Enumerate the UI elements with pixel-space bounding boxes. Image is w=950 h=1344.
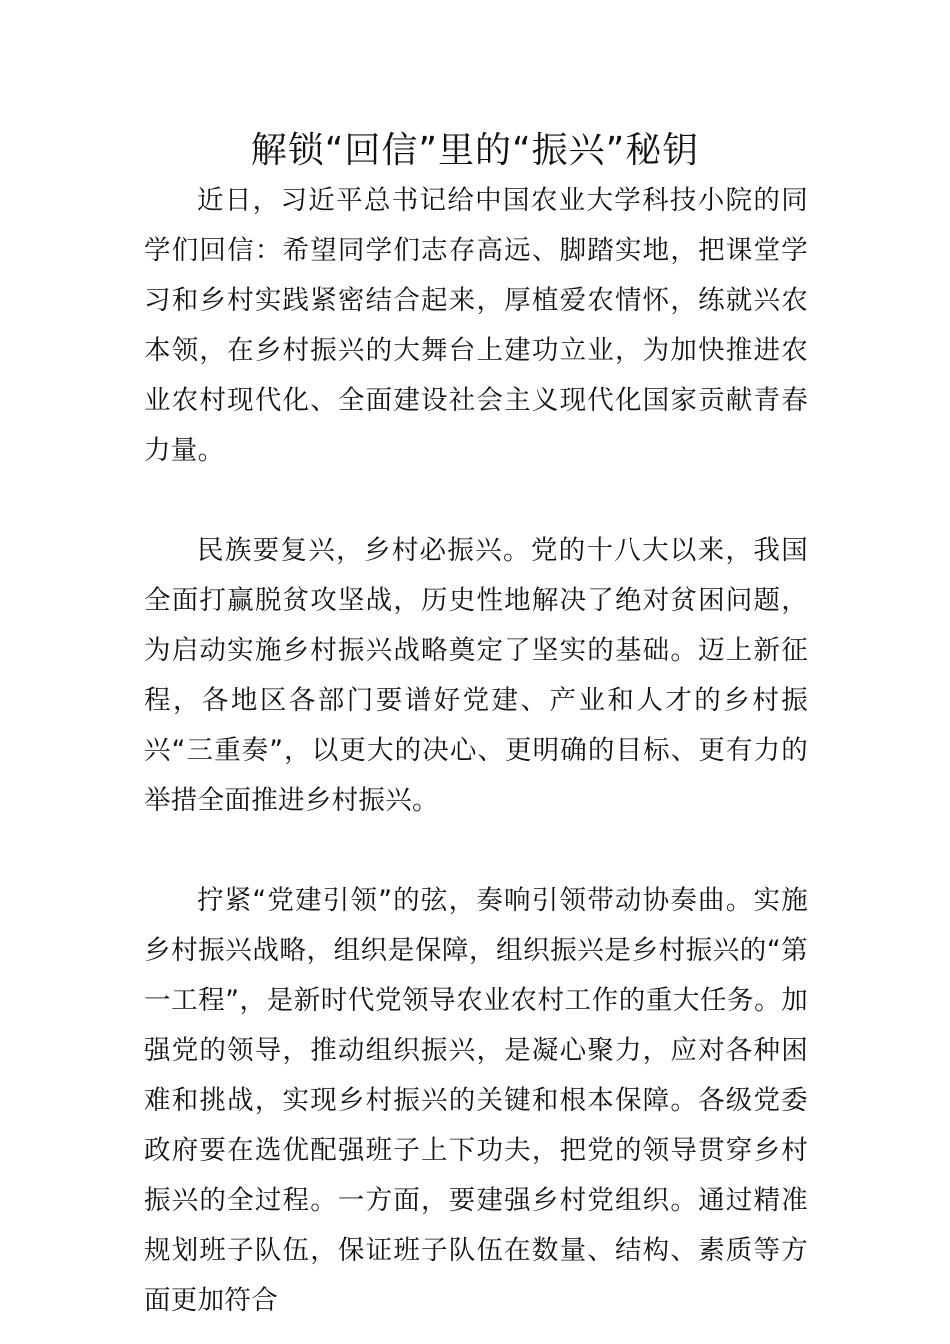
paragraph-3: 拧紧“党建引领”的弦，奏响引领带动协奏曲。实施乡村振兴战略，组织是保障，组织振兴是乡村振兴的“第一工程”，是新时代党领导农业农村工作的重大任务。加强党的领导，推动组织振兴，是凝心聚力，应对各种困难和挑战，实现乡村振兴的关键和根本保障。各级党委政府要在选优配强班子上下功夫，把党的领导贯穿乡村振兴的全过程。一方面，要建强乡村党组织。通过精准规划班子队伍，保证班子队伍在数量、结构、素质等方面更加符合 — [144, 885, 808, 1316]
document-body — [144, 176, 808, 1326]
paragraph-1: 近日，习近平总书记给中国农业大学科技小院的同学们回信：希望同学们志存高远、脚踏实地，把课堂学习和乡村实践紧密结合起来，厚植爱农情怀，练就兴农本领，在乡村振兴的大舞台上建功立业，为加快推进农业农村现代化、全面建设社会主义现代化国家贡献青春力量。 — [144, 185, 808, 466]
paragraph-spacer — [144, 826, 808, 876]
paragraph-spacer — [144, 476, 808, 526]
document-title: 解锁“回信”里的“振兴”秘钥 — [250, 130, 700, 171]
paragraph-2: 民族要复兴，乡村必振兴。党的十八大以来，我国全面打赢脱贫攻坚战，历史性地解决了绝对贫困问题，为启动实施乡村振兴战略奠定了坚实的基础。迈上新征程，各地区各部门要谱好党建、产业和人才的乡村振兴“三重奏”，以更大的决心、更明确的目标、更有力的举措全面推进乡村振兴。 — [144, 535, 808, 816]
